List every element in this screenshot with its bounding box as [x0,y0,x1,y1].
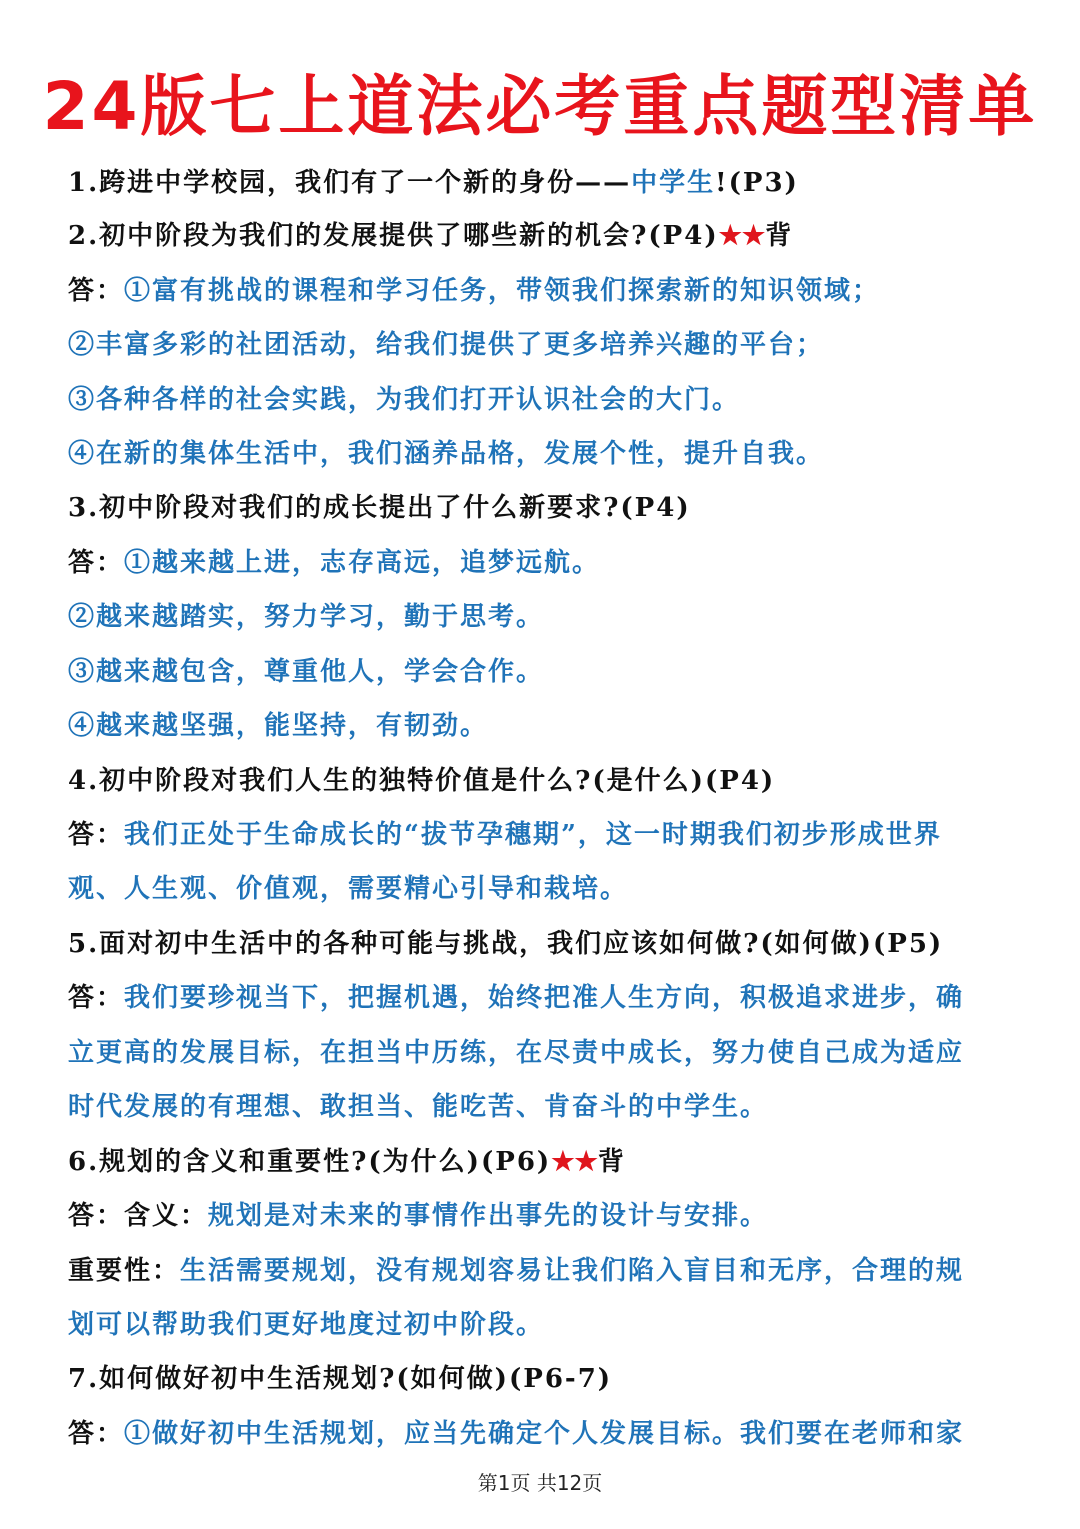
question-1 [68,165,799,201]
page-title: 24版七上道法必考重点题型清单 [42,68,1038,145]
answer-5-text-3: 时代发展的有理想、敢担当、能吃苦、肯奋斗的中学生。 [68,1092,769,1122]
question-6-text: 6.规划的含义和重要性?(为什么)(P6) [68,1147,552,1177]
answer-2-item-4: ④在新的集体生活中，我们涵养品格，发展个性，提升自我。 [68,439,825,469]
question-7: 7.如何做好初中生活规划?(如何做)(P6-7) [68,1364,613,1394]
star-icon: ★★ [551,1147,598,1177]
answer-3-item-1: ①越来越上进，志存高远，追梦远航。 [124,548,601,578]
importance-text-1: 生活需要规划，没有规划容易让我们陷入盲目和无序，合理的规 [180,1256,965,1286]
importance-text-2: 划可以帮助我们更好地度过初中阶段。 [68,1310,545,1340]
question-2-tag: 背 [765,221,794,251]
question-6-tag: 背 [597,1147,626,1177]
answer-3-line-1 [68,545,600,581]
answer-4-text-1: 我们正处于生命成长的“拔节孕穗期”，这一时期我们初步形成世界 [124,820,942,850]
answer-2-item-3: ③各种各样的社会实践，为我们打开认识社会的大门。 [68,385,741,415]
question-6 [68,1144,626,1180]
answer-lead: 答： [68,1419,125,1449]
page-number: 第1页 共12页 [477,1471,603,1495]
answer-5-text-1: 我们要珍视当下，把握机遇，始终把准人生方向，积极追求进步，确 [124,983,965,1013]
answer-6-meaning [68,1198,768,1234]
star-icon: ★★ [718,221,766,251]
answer-7-text-1: ①做好初中生活规划，应当先确定个人发展目标。我们要在老师和家 [124,1419,965,1449]
meaning-label: 含义： [124,1201,209,1231]
answer-2-item-1: ①富有挑战的课程和学习任务，带领我们探索新的知识领域； [124,276,881,306]
answer-5-text-2: 立更高的发展目标，在担当中历练，在尽责中成长，努力使自己成为适应 [68,1038,965,1068]
answer-7-line-1 [68,1416,964,1452]
answer-6-importance [68,1253,964,1289]
question-2-text: 2.初中阶段为我们的发展提供了哪些新的机会?(P4) [68,221,719,251]
question-4: 4.初中阶段对我们人生的独特价值是什么?(是什么)(P4) [68,766,776,796]
question-5: 5.面对初中生活中的各种可能与挑战，我们应该如何做?(如何做)(P5) [68,929,944,959]
answer-3-item-2: ②越来越踏实，努力学习，勤于思考。 [68,602,545,632]
answer-3-item-3: ③越来越包含，尊重他人，学会合作。 [68,657,545,687]
answer-5-line-1 [68,980,964,1016]
answer-lead: 答： [68,820,125,850]
answer-lead: 答： [68,983,125,1013]
question-3: 3.初中阶段对我们的成长提出了什么新要求?(P4) [68,493,691,523]
question-1-highlight: 中学生 [631,168,716,198]
question-1-text: 1.跨进中学校园，我们有了一个新的身份—— [68,168,632,198]
answer-3-item-4: ④越来越坚强，能坚持，有韧劲。 [68,711,489,741]
answer-2-line-1 [68,273,880,309]
question-1-suffix: !(P3) [715,168,799,198]
importance-label: 重要性： [68,1256,181,1286]
answer-4-line-1 [68,817,942,853]
answer-lead: 答： [68,276,125,306]
answer-2-item-2: ②丰富多彩的社团活动，给我们提供了更多培养兴趣的平台； [68,330,825,360]
answer-4-text-2: 观、人生观、价值观，需要精心引导和栽培。 [68,874,629,904]
question-2 [68,218,793,254]
answer-lead: 答： [68,548,125,578]
meaning-text: 规划是对未来的事情作出事先的设计与安排。 [208,1201,769,1231]
answer-lead: 答： [68,1201,125,1231]
